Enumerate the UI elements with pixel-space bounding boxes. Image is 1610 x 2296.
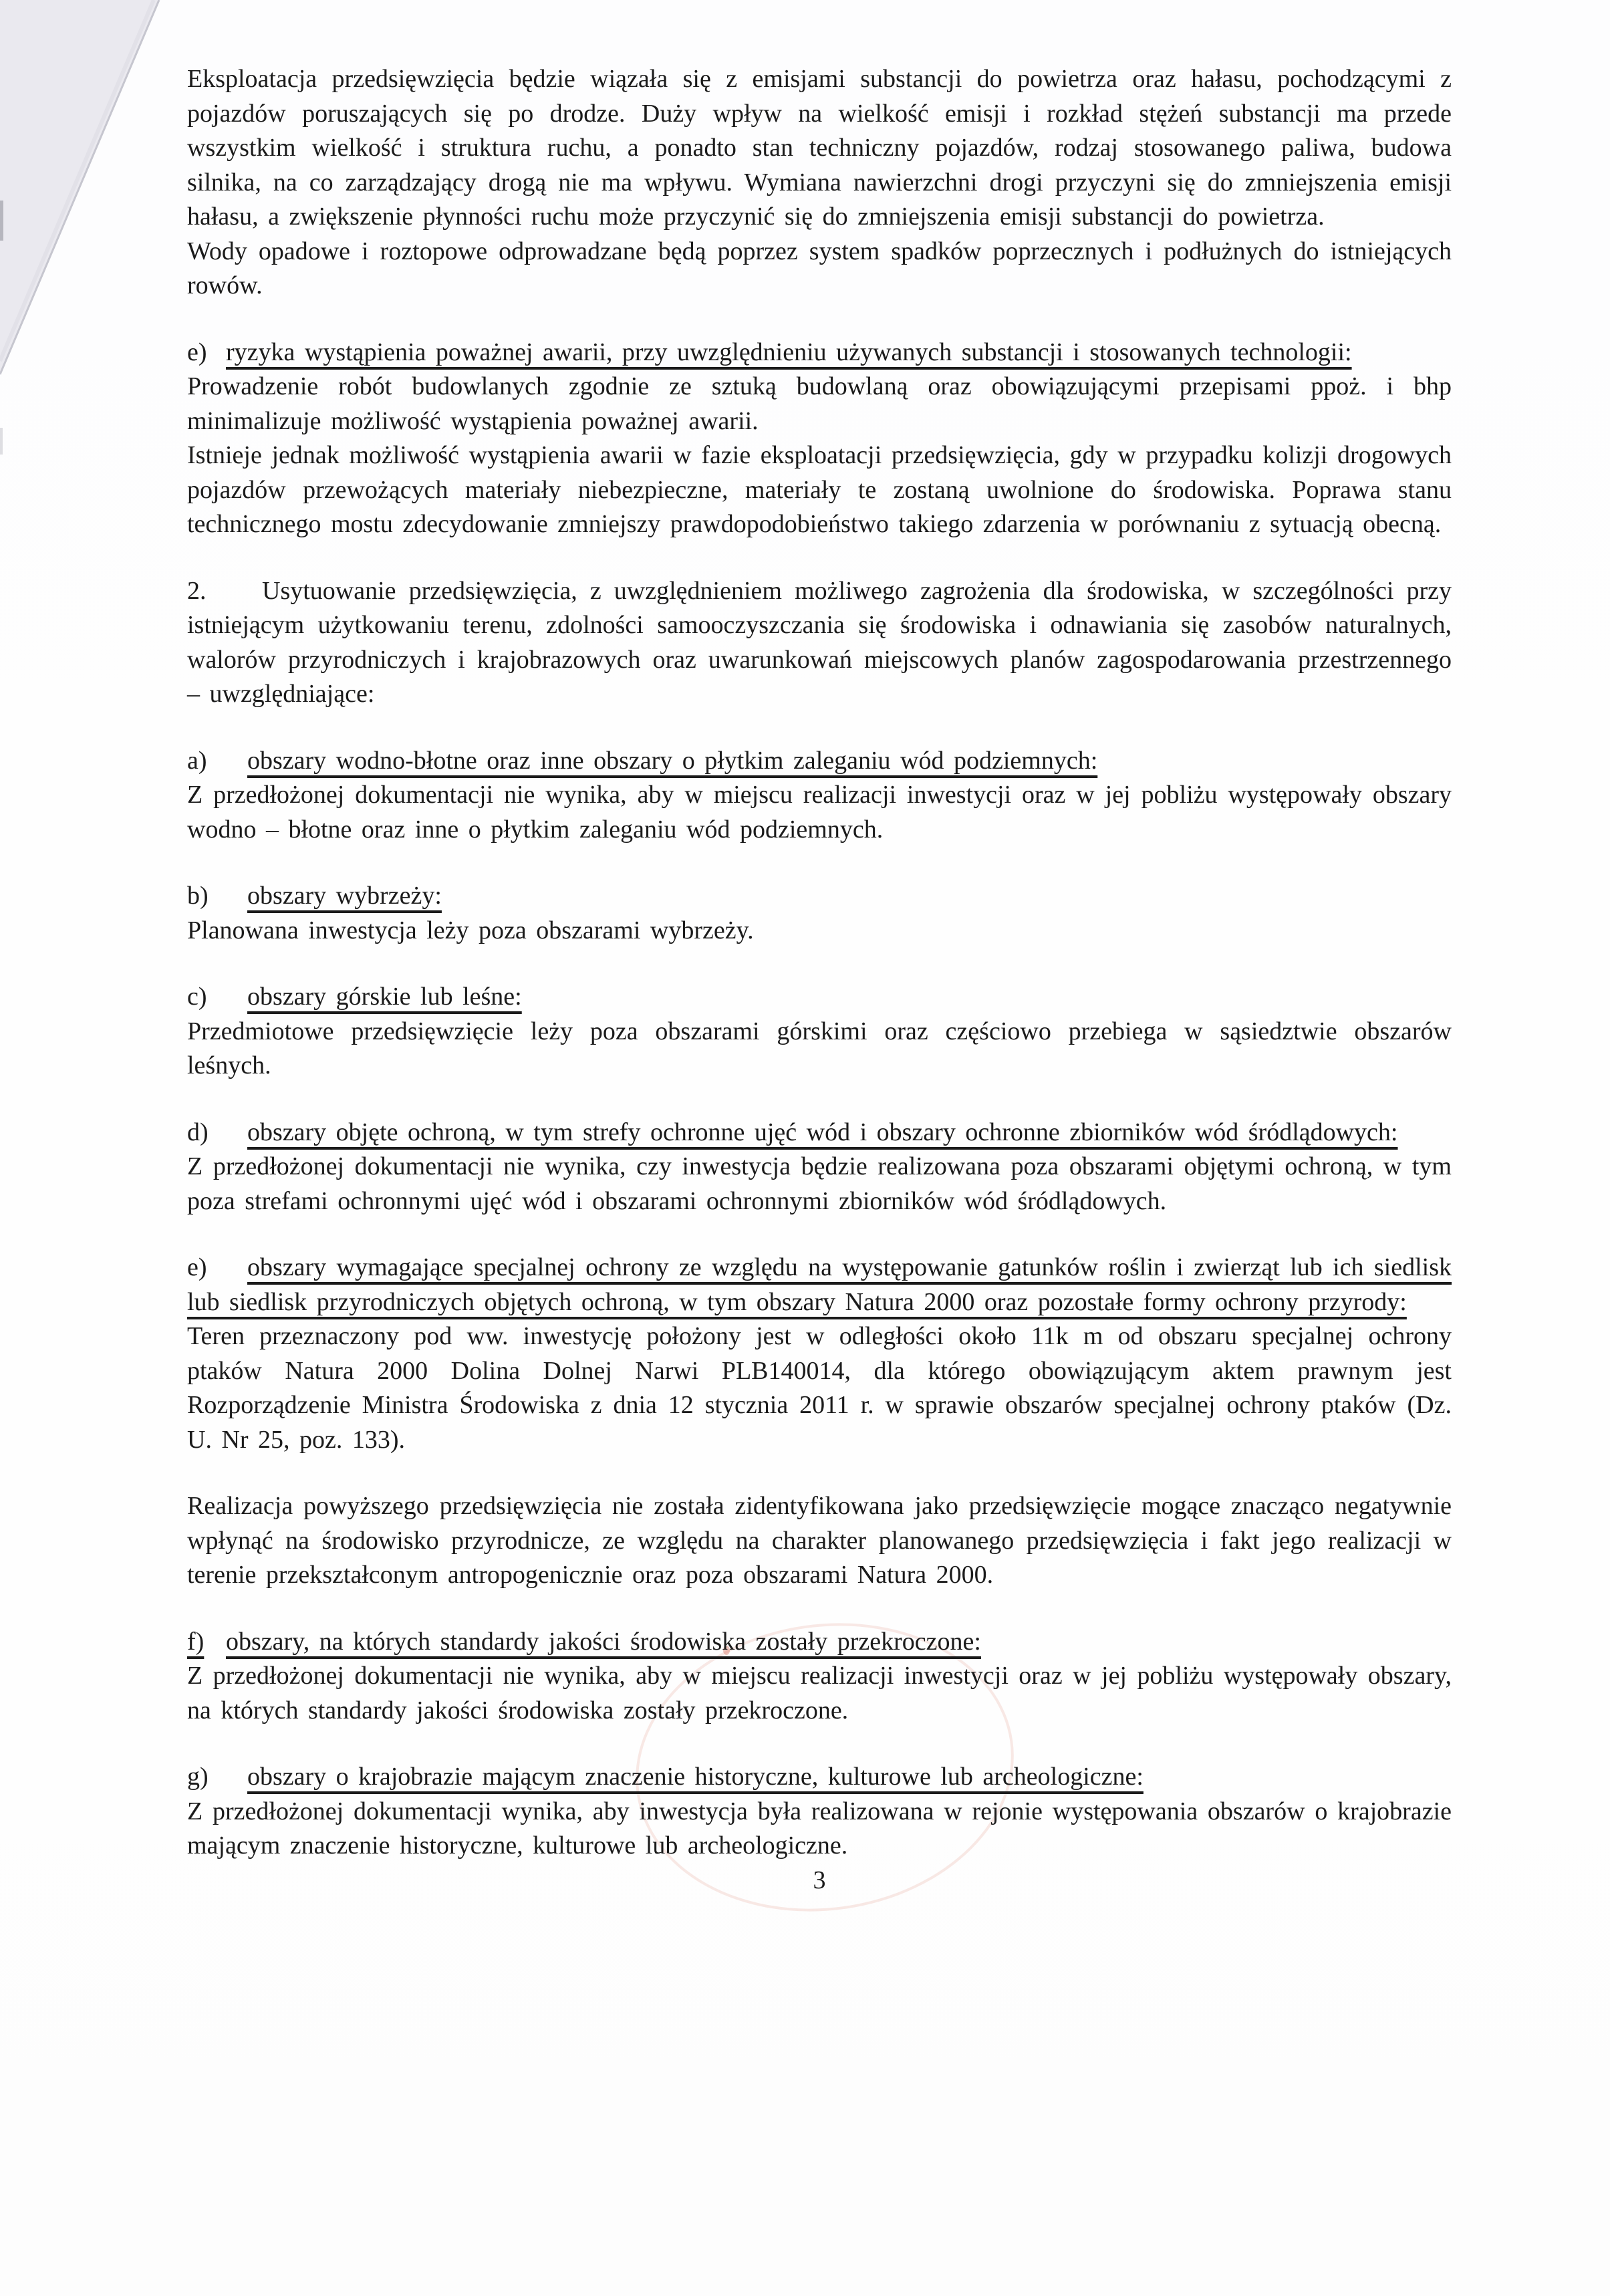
- section-heading: [187, 1251, 1452, 1319]
- section-heading-text: obszary wybrzeży:: [247, 882, 442, 910]
- page-number: 3: [813, 1866, 826, 1894]
- document-paragraph: Planowana inwestycja leży poza obszarami wybrzeży.: [187, 916, 754, 944]
- section-heading-text: obszary objęte ochroną, w tym strefy ochronne ujęć wód i obszary ochronne zbiorników wód śródlądowych:: [247, 1118, 1398, 1146]
- document-paragraph: Przedmiotowe przedsięwzięcie leży poza obszarami górskimi oraz częściowo przebiega w sąsiedztwie obszarów leśnych.: [187, 1017, 1452, 1079]
- document-paragraph: Z przedłożonej dokumentacji wynika, aby inwestycja była realizowana w rejonie występowania obszarów o krajobrazie mającym znaczenie historyczne, kulturowe lub archeologiczne.: [187, 1797, 1452, 1860]
- document-body: [187, 62, 1452, 1898]
- section-heading: [187, 879, 1452, 914]
- section-heading-text: obszary o krajobrazie mającym znaczenie historyczne, kulturowe lub archeologiczne:: [247, 1763, 1144, 1791]
- numbered-paragraph: [187, 574, 1452, 712]
- list-item-letter: b): [187, 882, 209, 910]
- section-heading: [187, 336, 1452, 370]
- page-fold-artifact: [0, 0, 200, 414]
- document-paragraph: Prowadzenie robót budowlanych zgodnie ze sztuką budowlaną oraz obowiązującymi przepisami ppoż. i bhp minimalizuje możliwość wystąpienia poważnej awarii.: [187, 372, 1452, 435]
- section-heading-text: obszary górskie lub leśne:: [247, 983, 522, 1011]
- document-paragraph: Z przedłożonej dokumentacji nie wynika, aby w miejscu realizacji inwestycji oraz w jej pobliżu występowały obszary wodno – błotne oraz inne o płytkim zaleganiu wód podziemnych.: [187, 781, 1452, 844]
- section-heading-text: obszary wymagające specjalnej ochrony ze względu na występowanie gatunków roślin i zwierząt lub ich siedlisk lub siedlisk przyrodniczych objętych ochroną, w tym obszary Natura 2000 oraz pozostałe formy ochrony przyrody:: [187, 1253, 1452, 1316]
- section-heading-text: obszary, na których standardy jakości środowiska zostały przekroczone:: [226, 1627, 981, 1656]
- list-item-letter: 2.: [187, 576, 207, 605]
- list-item-letter: c): [187, 983, 207, 1011]
- section-heading: [187, 980, 1452, 1015]
- list-item-letter: d): [187, 1118, 209, 1146]
- numbered-paragraph-text: Usytuowanie przedsięwzięcia, z uwzględnieniem możliwego zagrożenia dla środowiska, w szczególności przy istniejącym użytkowaniu terenu, zdolności samooczyszczania się środowiska i odnawiania się zasobów naturalnych, walorów przyrodniczych i krajobrazowych oraz uwarunkowań miejscowych planów zagospodarowania przestrzennego – uwzględniające:: [187, 576, 1452, 708]
- section-heading: [187, 744, 1452, 779]
- section-heading-text: obszary wodno-błotne oraz inne obszary o płytkim zaleganiu wód podziemnych:: [247, 746, 1098, 775]
- list-item-letter: a): [187, 746, 207, 775]
- document-paragraph: Z przedłożonej dokumentacji nie wynika, czy inwestycja będzie realizowana poza obszarami objętymi ochroną, w tym poza strefami ochronnymi ujęć wód i obszarami ochronnymi zbiorników wód śródlądowych.: [187, 1152, 1452, 1215]
- section-heading: [187, 1625, 1452, 1660]
- scan-edge-artifact: [0, 201, 3, 241]
- section-heading-text: ryzyka wystąpienia poważnej awarii, przy uwzględnieniu używanych substancji i stosowanych technologii:: [226, 338, 1352, 366]
- document-paragraph: Z przedłożonej dokumentacji nie wynika, aby w miejscu realizacji inwestycji oraz w jej pobliżu występowały obszary, na których standardy jakości środowiska zostały przekroczone.: [187, 1662, 1452, 1725]
- list-item-letter: f): [187, 1627, 205, 1656]
- scan-edge-artifact: [0, 428, 3, 455]
- document-paragraph: Istnieje jednak możliwość wystąpienia awarii w fazie eksploatacji przedsięwzięcia, gdy w przypadku kolizji drogowych pojazdów przewożących materiały niebezpieczne, materiały te zostaną uwolnione do środowiska. Poprawa stanu technicznego mostu zdecydowanie zmniejszy prawdopodobieństwo takiego zdarzenia w porównaniu z sytuacją obecną.: [187, 441, 1452, 538]
- document-paragraph: Eksploatacja przedsięwzięcia będzie wiązała się z emisjami substancji do powietrza oraz hałasu, pochodzącymi z pojazdów poruszających się po drodze. Duży wpływ na wielkość emisji i rozkład stężeń substancji ma przede wszystkim wielkość i struktura ruchu, a ponadto stan techniczny pojazdów, rodzaj stosowanego paliwa, budowa silnika, na co zarządzający drogą nie ma wpływu. Wymiana nawierzchni drogi przyczyni się do zmniejszenia emisji hałasu, a zwiększenie płynności ruchu może przyczynić się do zmniejszenia emisji substancji do powietrza.: [187, 65, 1452, 231]
- document-paragraph: Realizacja powyższego przedsięwzięcia nie została zidentyfikowana jako przedsięwzięcie mogące znacząco negatywnie wpłynąć na środowisko przyrodnicze, ze względu na charakter planowanego przedsięwzięcia i fakt jego realizacji w terenie przekształconym antropogenicznie oraz poza obszarami Natura 2000.: [187, 1492, 1452, 1589]
- list-item-letter: e): [187, 338, 207, 366]
- section-heading: [187, 1760, 1452, 1795]
- section-heading: [187, 1116, 1452, 1150]
- list-item-letter: e): [187, 1253, 207, 1281]
- list-item-letter: g): [187, 1763, 209, 1791]
- document-paragraph: Wody opadowe i roztopowe odprowadzane będą poprzez system spadków poprzecznych i podłużnych do istniejących rowów.: [187, 237, 1452, 299]
- document-paragraph: Teren przeznaczony pod ww. inwestycję położony jest w odległości około 11k m od obszaru specjalnej ochrony ptaków Natura 2000 Dolina Dolnej Narwi PLB140014, dla którego obowiązującym aktem prawnym jest Rozporządzenie Ministra Środowiska z dnia 12 stycznia 2011 r. w sprawie obszarów specjalnej ochrony ptaków (Dz. U. Nr 25, poz. 133).: [187, 1322, 1452, 1454]
